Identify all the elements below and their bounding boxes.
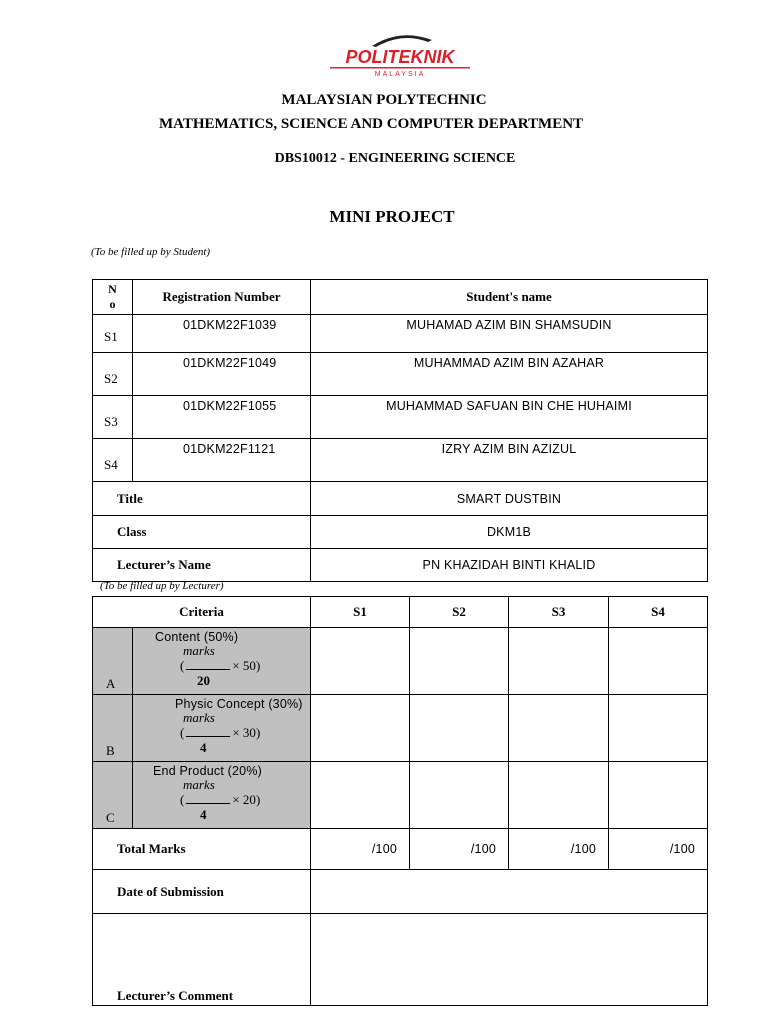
mark-cell[interactable] (609, 628, 708, 695)
mark-cell[interactable] (509, 628, 609, 695)
info-row-class (93, 516, 708, 549)
fraction-bar (186, 728, 230, 737)
submission-value[interactable] (311, 870, 708, 914)
table-row (93, 439, 708, 482)
fraction-numerator: marks (183, 710, 215, 725)
total-s1[interactable]: /100 (311, 829, 410, 870)
reg-header: Registration Number (133, 280, 311, 315)
criterion-row-a (93, 628, 708, 695)
svg-text:MALAYSIA: MALAYSIA (374, 71, 426, 78)
students-table (92, 279, 708, 582)
s1-header: S1 (311, 597, 410, 628)
row-reg: 01DKM22F1121 (133, 439, 311, 482)
submission-label: Date of Submission (93, 870, 311, 914)
criterion-cell (133, 762, 311, 829)
header-line-2: MATHEMATICS, SCIENCE AND COMPUTER DEPARTMENT (158, 116, 584, 132)
info-row-title (93, 482, 708, 516)
fraction-formula: ( × 20) (180, 792, 261, 807)
info-row-lecturer (93, 549, 708, 582)
row-reg: 01DKM22F1039 (133, 315, 311, 353)
comment-label: Lecturer’s Comment (93, 914, 311, 1006)
marks-header-row (93, 597, 708, 628)
row-reg: 01DKM22F1049 (133, 353, 311, 396)
class-value: DKM1B (311, 516, 708, 549)
header-line-1: MALAYSIAN POLYTECHNIC (281, 92, 487, 108)
table-row (93, 315, 708, 353)
student-note: (To be filled up by Student) (91, 246, 211, 258)
row-name: MUHAMAD AZIM BIN SHAMSUDIN (311, 315, 708, 353)
fraction-numerator: marks (183, 777, 215, 792)
row-no: S2 (93, 353, 133, 396)
fraction-formula: ( × 30) (180, 725, 261, 740)
criterion-letter: A (93, 628, 133, 695)
fraction-bar (186, 795, 230, 804)
title-label: Title (93, 482, 311, 516)
row-no: S3 (93, 396, 133, 439)
table-header-row (93, 280, 708, 315)
criterion-cell (133, 628, 311, 695)
comment-row (93, 914, 708, 1006)
criterion-row-c (93, 762, 708, 829)
row-no: S1 (93, 315, 133, 353)
comment-value[interactable] (311, 914, 708, 1006)
criterion-cell (133, 695, 311, 762)
lecturer-label: Lecturer’s Name (93, 549, 311, 582)
course-title: DBS10012 - ENGINEERING SCIENCE (274, 151, 516, 166)
mark-cell[interactable] (410, 762, 509, 829)
s4-header: S4 (609, 597, 708, 628)
mark-cell[interactable] (410, 695, 509, 762)
mark-cell[interactable] (311, 762, 410, 829)
fraction-numerator: marks (183, 643, 215, 658)
class-label: Class (93, 516, 311, 549)
total-marks-row (93, 829, 708, 870)
mark-cell[interactable] (509, 695, 609, 762)
row-name: MUHAMMAD AZIM BIN AZAHAR (311, 353, 708, 396)
fraction-denominator: 20 (197, 673, 210, 688)
row-name: IZRY AZIM BIN AZIZUL (311, 439, 708, 482)
politeknik-logo (320, 30, 480, 80)
criterion-letter: B (93, 695, 133, 762)
lecturer-value: PN KHAZIDAH BINTI KHALID (311, 549, 708, 582)
fraction-denominator: 4 (200, 807, 207, 822)
mark-cell[interactable] (311, 628, 410, 695)
total-s4[interactable]: /100 (609, 829, 708, 870)
table-row (93, 353, 708, 396)
total-marks-label: Total Marks (93, 829, 311, 870)
svg-text:POLITEKNIK: POLITEKNIK (345, 47, 455, 67)
no-header: N o (93, 280, 133, 315)
criterion-label: Physic Concept (30%) (175, 697, 303, 711)
name-header: Student's name (311, 280, 708, 315)
title-value: SMART DUSTBIN (311, 482, 708, 516)
fraction-formula: ( × 50) (180, 658, 261, 673)
mark-cell[interactable] (509, 762, 609, 829)
criterion-label: Content (50%) (155, 630, 239, 644)
row-reg: 01DKM22F1055 (133, 396, 311, 439)
mark-cell[interactable] (609, 762, 708, 829)
submission-row (93, 870, 708, 914)
mark-cell[interactable] (410, 628, 509, 695)
s2-header: S2 (410, 597, 509, 628)
fraction-bar (186, 661, 230, 670)
row-name: MUHAMMAD SAFUAN BIN CHE HUHAIMI (311, 396, 708, 439)
lecturer-note: (To be filled up by Lecturer) (100, 580, 224, 592)
document-title: MINI PROJECT (329, 207, 455, 226)
mark-cell[interactable] (311, 695, 410, 762)
mark-cell[interactable] (609, 695, 708, 762)
s3-header: S3 (509, 597, 609, 628)
criterion-row-b (93, 695, 708, 762)
row-no: S4 (93, 439, 133, 482)
table-row (93, 396, 708, 439)
criterion-label: End Product (20%) (153, 764, 263, 778)
fraction-denominator: 4 (200, 740, 207, 755)
total-s3[interactable]: /100 (509, 829, 609, 870)
marks-table (92, 596, 708, 1006)
criteria-header: Criteria (93, 597, 311, 628)
total-s2[interactable]: /100 (410, 829, 509, 870)
criterion-letter: C (93, 762, 133, 829)
